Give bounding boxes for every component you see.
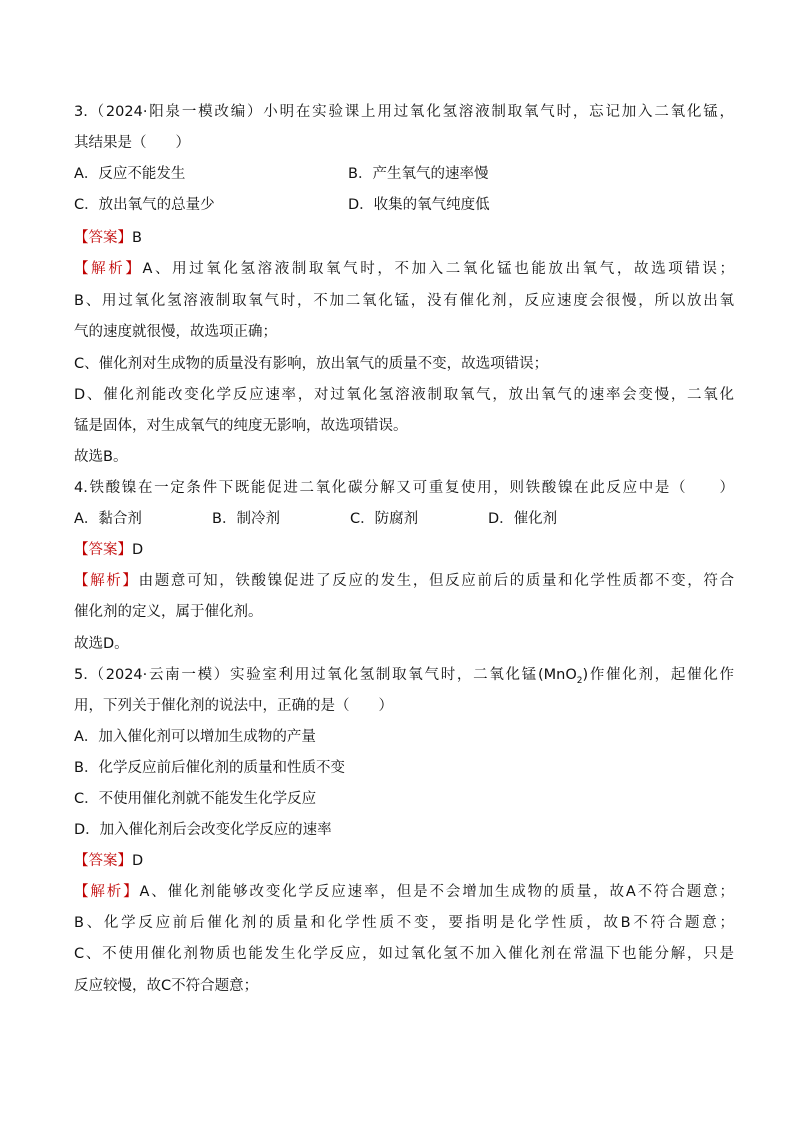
q4-option-a: A．黏合剂	[74, 511, 142, 527]
answer-label: 【答案】	[74, 542, 132, 558]
q3-analysis-line6: 锰是固体，对生成氧气的纯度无影响，故选项错误。	[74, 418, 408, 434]
q3-analysis-line4: C、催化剂对生成物的质量没有影响，放出氧气的质量不变，故选项错误；	[74, 356, 549, 372]
q5-analysis-line4: 反应较慢，故C不符合题意；	[74, 978, 259, 994]
q3-option-d: D．收集的氧气纯度低	[348, 197, 490, 213]
q4-analysis-line1	[74, 571, 734, 591]
q4-option-d: D．催化剂	[488, 511, 558, 527]
q3-stem-line1: 3.（2024·阳泉一模改编）小明在实验课上用过氧化氢溶液制取氧气时，忘记加入二氧化锰，	[74, 104, 734, 120]
analysis-label: 【解析】	[74, 261, 143, 277]
q4-stem-line1: 4.铁酸镍在一定条件下既能促进二氧化碳分解又可重复使用，则铁酸镍在此反应中是（ ）	[74, 480, 734, 496]
answer-value: D	[132, 853, 144, 869]
q3-analysis-line1	[74, 259, 734, 279]
answer-label: 【答案】	[74, 230, 132, 246]
q3-conclusion: 故选B。	[74, 449, 128, 465]
q5-stem-text: 5.（2024·云南一模）实验室利用过氧化氢制取氧气时，二氧化锰(MnO	[74, 667, 577, 683]
q3-answer	[74, 228, 734, 248]
q3-stem-line2: 其结果是（ ）	[74, 135, 190, 151]
analysis-text: A、用过氧化氢溶液制取氧气时，不加入二氧化锰也能放出氧气，故选项错误；	[142, 261, 735, 277]
q5-stem-line1	[74, 665, 734, 685]
q5-option-b: B．化学反应前后催化剂的质量和性质不变	[74, 760, 345, 776]
q4-option-b: B．制冷剂	[212, 511, 280, 527]
q5-analysis-line2: B、化学反应前后催化剂的质量和化学性质不变，要指明是化学性质，故B不符合题意；	[74, 915, 734, 931]
q5-stem-text-tail: )作催化剂，起催化作	[582, 667, 734, 683]
q3-option-c: C．放出氧气的总量少	[74, 197, 215, 213]
analysis-label: 【解析】	[74, 884, 140, 900]
q3-analysis-line3: 气的速度就很慢，故选项正确；	[74, 324, 277, 340]
q5-analysis-line3: C、不使用催化剂物质也能发生化学反应，如过氧化氢不加入催化剂在常温下也能分解，只是	[74, 946, 734, 962]
subscript: 2	[576, 675, 583, 686]
q3-option-a: A．反应不能发生	[74, 166, 186, 182]
q5-option-c: C．不使用催化剂就不能发生化学反应	[74, 791, 317, 807]
q5-answer	[74, 851, 734, 871]
analysis-label: 【解析】	[74, 573, 139, 589]
q4-option-c: C．防腐剂	[350, 511, 419, 527]
q5-option-d: D．加入催化剂后会改变化学反应的速率	[74, 822, 332, 838]
q5-stem-line2: 用，下列关于催化剂的说法中，正确的是（ ）	[74, 698, 393, 714]
analysis-text: A、催化剂能够改变化学反应速率，但是不会增加生成物的质量，故A不符合题意；	[139, 884, 734, 900]
q5-option-a: A．加入催化剂可以增加生成物的产量	[74, 729, 316, 745]
answer-value: B	[132, 230, 142, 246]
q4-analysis-line2: 催化剂的定义，属于催化剂。	[74, 604, 263, 620]
q4-answer	[74, 540, 734, 560]
analysis-text: 由题意可知，铁酸镍促进了反应的发生，但反应前后的质量和化学性质都不变，符合	[138, 573, 735, 589]
q5-analysis-line1	[74, 882, 734, 902]
q3-analysis-line2: B、用过氧化氢溶液制取氧气时，不加二氧化锰，没有催化剂，反应速度会很慢，所以放出氧	[74, 293, 734, 309]
q4-conclusion: 故选D。	[74, 636, 129, 652]
q3-option-b: B．产生氧气的速率慢	[348, 166, 489, 182]
answer-value: D	[132, 542, 144, 558]
answer-label: 【答案】	[74, 853, 132, 869]
q3-analysis-line5: D、催化剂能改变化学反应速率，对过氧化氢溶液制取氧气，放出氧气的速率会变慢，二氧化	[74, 387, 734, 403]
